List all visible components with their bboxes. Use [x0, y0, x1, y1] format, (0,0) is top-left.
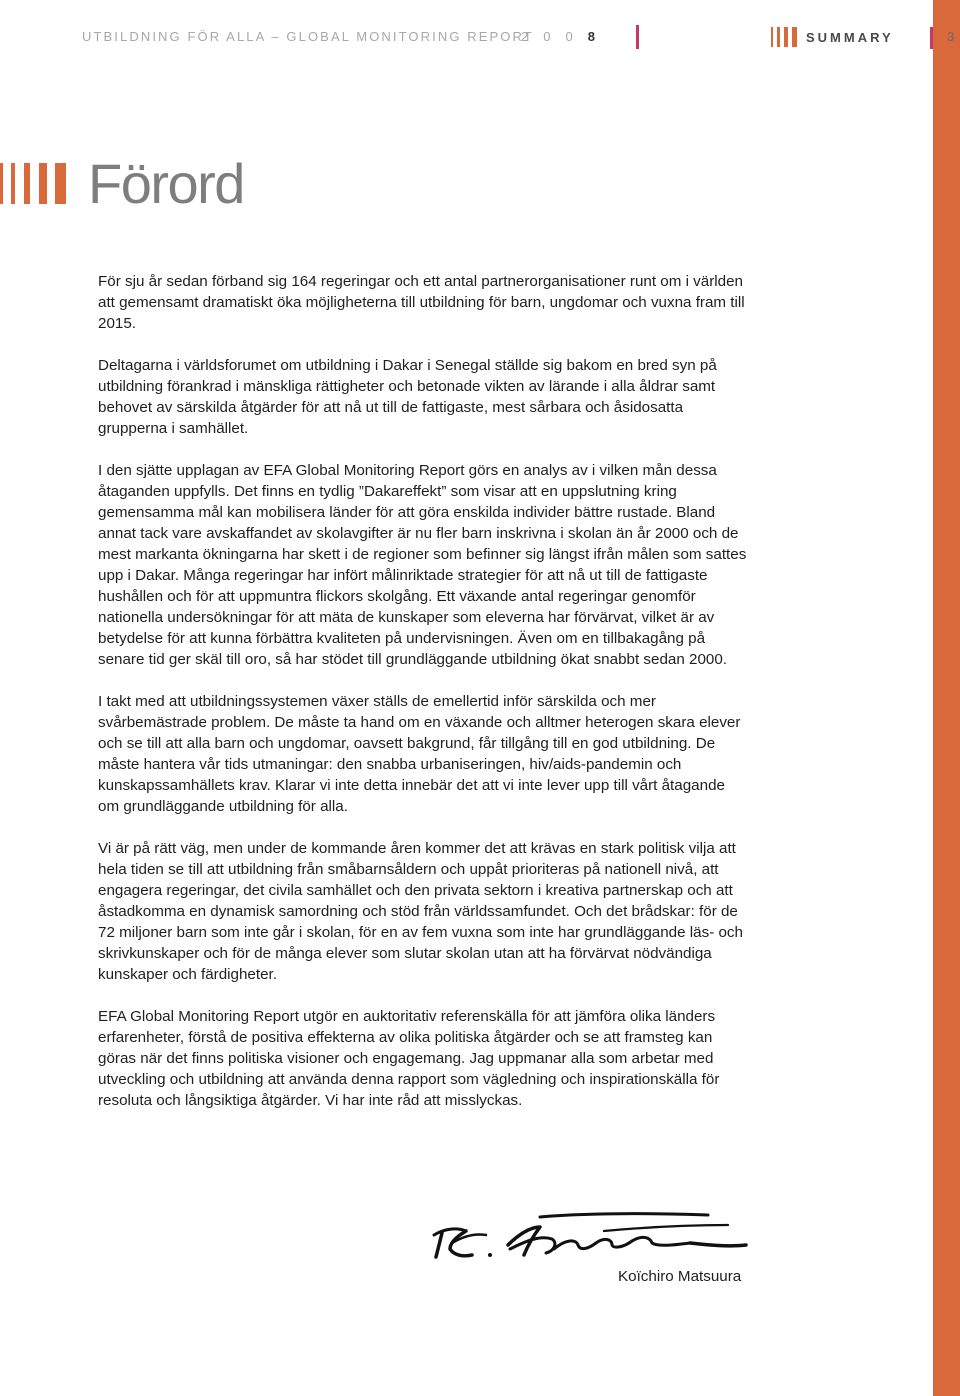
handwritten-signature	[428, 1205, 752, 1263]
paragraph: I den sjätte upplagan av EFA Global Monitoring Report görs en analys av i vilken mån dessa åtaganden uppfylls. Det finns en tydlig ”Dakareffekt” som visar att en uppslutning kring gemensamma mål kan mobilisera länder för att göra enskilda individer bättre rustade. Bland annat tack vare avskaffandet av skolavgifter är nu fler barn inskrivna i skolan än år 2000 och de mest markanta ökningarna har skett i de regioner som befinner sig längst ifrån målen som sattes upp i Dakar. Många regeringar har infört målinriktade strategier för att nå ut till de fattigaste hushållen och för att uppmuntra flickors skolgång. Ett växande antal regeringar genomför nationella undersökningar för att mäta de kunskaper som eleverna har förvärvat, vilket är av betydelse för att kunna förbättra kvaliteten på undervisningen. Även om en tillbakagång på senare tid ger skäl till oro, så har stödet till grundläggande utbildning ökat snabbt sedan 2000.	[98, 462, 747, 668]
header-divider-bar	[636, 25, 639, 49]
report-year-prefix: 200	[521, 29, 588, 44]
report-year	[521, 29, 595, 44]
signer-name: Koïchiro Matsuura	[618, 1268, 742, 1285]
paragraph: EFA Global Monitoring Report utgör en auktoritativ referenskälla för att jämföra olika länders erfarenheter, förstå de positiva effekterna av olika politiska åtgärder och se att framsteg kan göras när det finns politiska visioner och engagemang. Jag uppmanar alla som arbetar med utveckling och utbildning att använda denna rapport som vägledning och inspirationskälla för resoluta och långsiktiga åtgärder. Vi har inte råd att misslyckas.	[98, 1008, 720, 1109]
side-color-stripe	[933, 0, 960, 1396]
paragraph: Vi är på rätt väg, men under de kommande åren kommer det att krävas en stark politisk vilja att hela tiden se till att utbildning från småbarnsåldern och uppåt prioriteras på nationell nivå, att engagera regeringar, det civila samhället och den privata sektorn i kreativa partnerskap och att åstadkomma en dynamisk samordning och stöd från världssamfundet. Och det brådskar: för de 72 miljoner barn som inte går i skolan, för en av fem vuxna som inte har grundläggande läs- och skrivkunskaper och för de många elever som slutar skolan utan att ha förvärvat nödvändiga kunskaper och färdigheter.	[98, 840, 743, 983]
page-number-divider	[930, 27, 933, 49]
report-year-last-digit: 8	[587, 29, 595, 44]
page-title: Förord	[88, 152, 244, 215]
foreword-body	[98, 271, 750, 1132]
paragraph: I takt med att utbildningssystemen växer ställs de emellertid inför särskilda och mer svårbemästrade problem. De måste ta hand om en växande och alltmer heterogen skara elever och se till att alla barn och ungdomar, oavsett bakgrund, får tillgång till en god utbildning. De måste hantera vår tids utmaningar: den snabba urbaniseringen, hiv/aids-pandemin och kunskapssamhällets krav. Klarar vi inte detta innebär det att vi inte lever upp till vårt åtagande om grundläggande utbildning för alla.	[98, 693, 741, 815]
running-title: UTBILDNING FÖR ALLA – GLOBAL MONITORING REPORT	[82, 29, 534, 44]
paragraph: Deltagarna i världsforumet om utbildning i Dakar i Senegal ställde sig bakom en bred syn på utbildning förankrad i mänskliga rättigheter och betonade vikten av lärande i alla åldrar samt behovet av särskilda åtgärder för att nå ut till de fattigaste, mest sårbara och åsidosatta grupperna i samhället.	[98, 357, 717, 437]
page-number: 3	[947, 29, 955, 44]
section-label: SUMMARY	[806, 30, 894, 45]
paragraph: För sju år sedan förband sig 164 regeringar och ett antal partnerorganisationer runt om i världen att gemensamt dramatiskt öka möjligheterna till utbildning för barn, ungdomar och vuxna fram till 2015.	[98, 273, 745, 332]
